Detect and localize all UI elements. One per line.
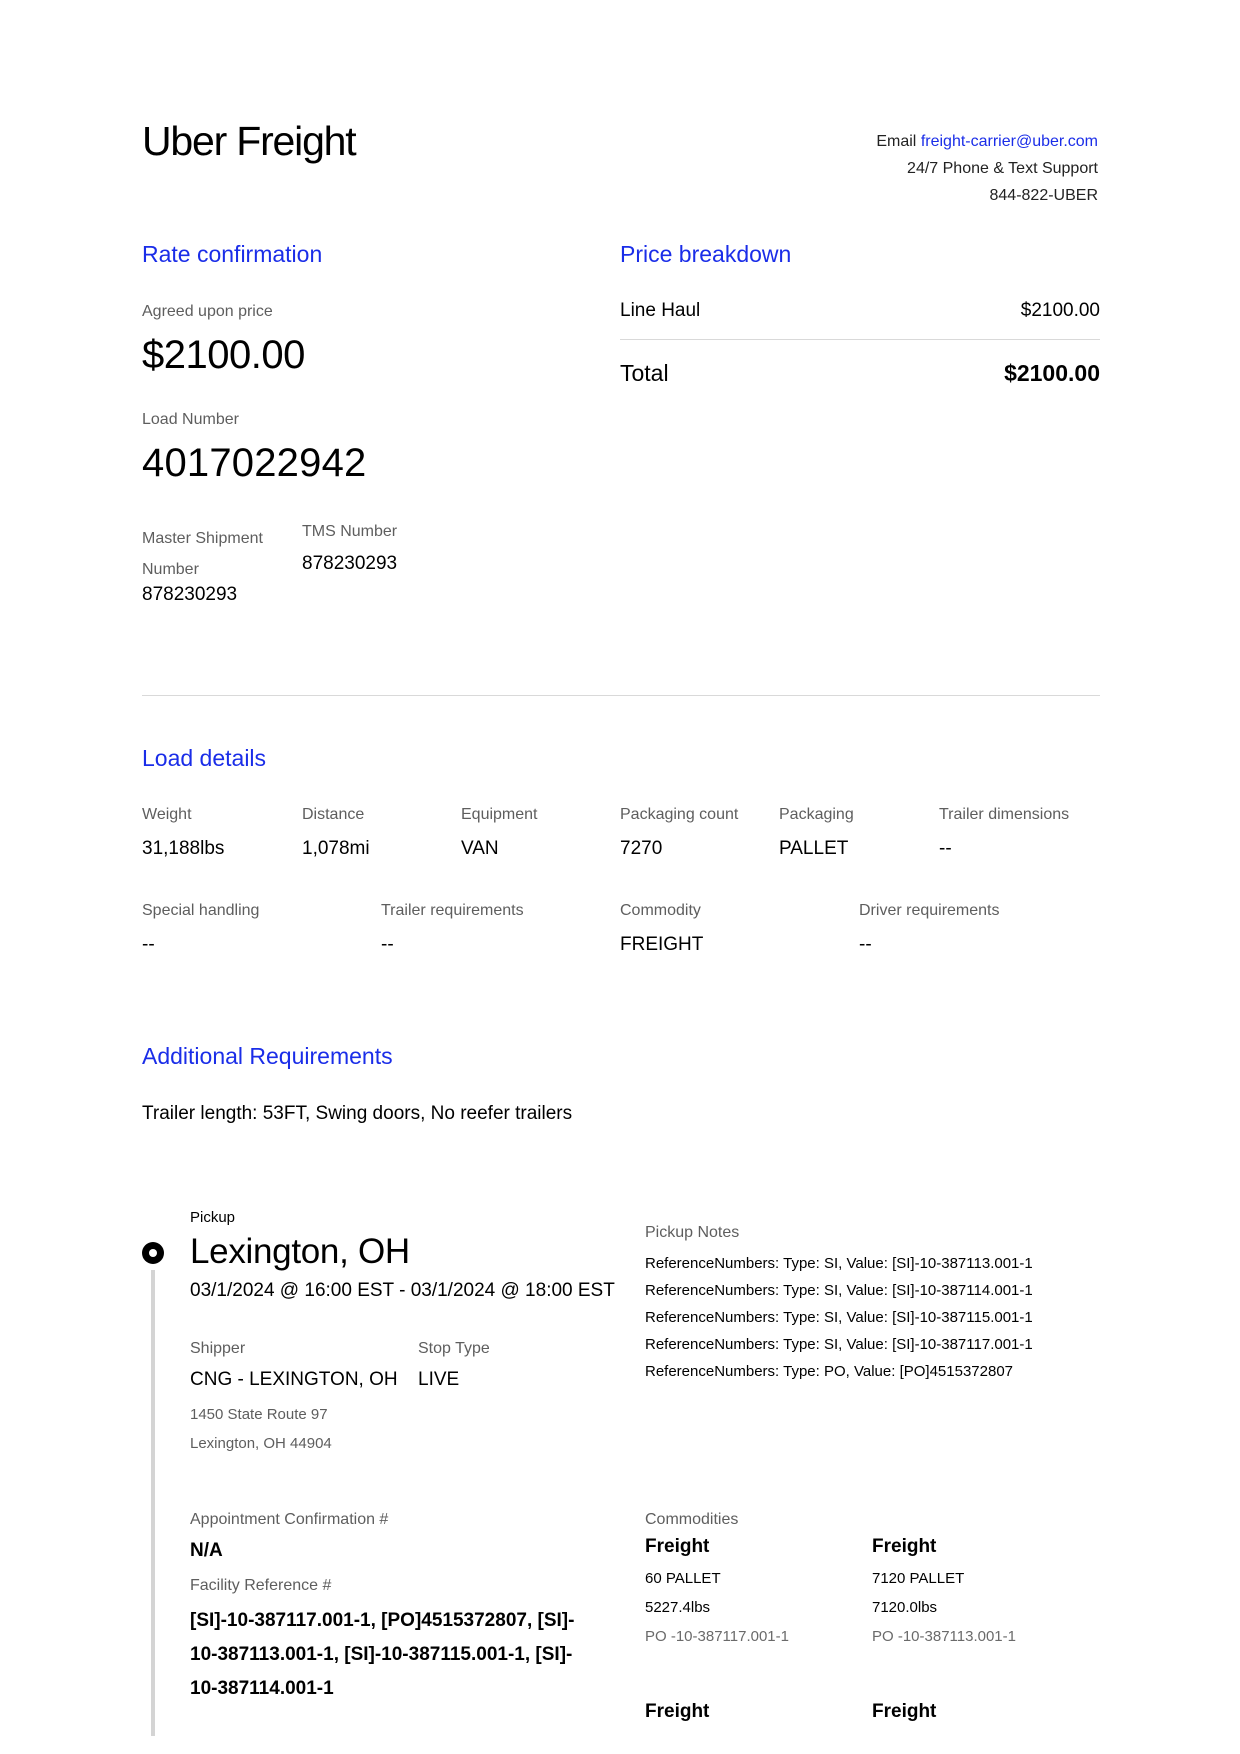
commodity-name: Freight: [645, 1701, 710, 1722]
address-line1: 1450 State Route 97: [190, 1406, 328, 1423]
master-shipment-label-line2: Number: [142, 561, 199, 578]
support-phone: 844-822-UBER: [989, 187, 1098, 204]
detail-label: Packaging: [779, 806, 854, 823]
additional-requirements-title: Additional Requirements: [142, 1043, 393, 1069]
detail-label: Special handling: [142, 902, 260, 919]
email-link[interactable]: freight-carrier@uber.com: [920, 133, 1098, 150]
note-line: ReferenceNumbers: Type: SI, Value: [SI]-10-387117.001-1: [645, 1336, 1033, 1353]
stop-type-label: Stop Type: [418, 1340, 490, 1357]
master-shipment-label: [142, 523, 263, 585]
total-amount: $2100.00: [1004, 360, 1100, 386]
line-haul-label: Line Haul: [620, 300, 701, 321]
note-line: ReferenceNumbers: Type: PO, Value: [PO]4515372807: [645, 1363, 1013, 1380]
detail-label: Commodity: [620, 902, 701, 919]
detail-value: VAN: [461, 838, 499, 859]
commodity-qty: 7120 PALLET: [872, 1570, 965, 1587]
commodity-name: Freight: [872, 1536, 937, 1557]
commodity-qty: 60 PALLET: [645, 1570, 721, 1587]
facility-ref-line: 10-387113.001-1, [SI]-10-387115.001-1, [SI]-: [190, 1644, 573, 1665]
note-line: ReferenceNumbers: Type: SI, Value: [SI]-10-387114.001-1: [645, 1282, 1033, 1299]
commodity-po: PO -10-387113.001-1: [872, 1628, 1016, 1645]
price-breakdown-title: Price breakdown: [620, 241, 792, 267]
detail-label: Trailer requirements: [381, 902, 524, 919]
address-line2: Lexington, OH 44904: [190, 1435, 332, 1452]
email-label: Email: [876, 133, 917, 150]
detail-trailer-dimensions: [939, 806, 1069, 860]
agreed-price-label: Agreed upon price: [142, 303, 273, 320]
commodity-weight: 5227.4lbs: [645, 1599, 711, 1616]
detail-label: Weight: [142, 806, 192, 823]
detail-trailer-requirements: [381, 902, 524, 956]
detail-commodity: [620, 902, 703, 956]
pickup-notes: [645, 1250, 1033, 1385]
detail-equipment: [461, 806, 538, 860]
commodities-label: Commodities: [645, 1511, 739, 1528]
timeline-line: [151, 1270, 155, 1736]
detail-value: --: [142, 934, 155, 955]
facility-ref-line: 10-387114.001-1: [190, 1678, 334, 1699]
pickup-marker-icon: [142, 1242, 164, 1264]
note-line: ReferenceNumbers: Type: SI, Value: [SI]-10-387115.001-1: [645, 1309, 1033, 1326]
uber-freight-logo: Uber Freight: [142, 118, 356, 164]
master-shipment-label-line1: Master Shipment: [142, 530, 263, 547]
rate-confirmation-title: Rate confirmation: [142, 241, 323, 267]
detail-special-handling: [142, 902, 259, 956]
line-haul-row: [620, 300, 1100, 322]
detail-value: --: [859, 934, 872, 955]
stop-type-value: LIVE: [418, 1369, 460, 1390]
detail-value: PALLET: [779, 838, 849, 859]
total-label: Total: [620, 360, 669, 386]
detail-label: Trailer dimensions: [939, 806, 1070, 823]
pickup-window: 03/1/2024 @ 16:00 EST - 03/1/2024 @ 18:00 EST: [190, 1280, 615, 1301]
load-number-label: Load Number: [142, 411, 239, 428]
support-label: 24/7 Phone & Text Support: [907, 160, 1098, 177]
detail-label: Packaging count: [620, 806, 739, 823]
tms-number-label: TMS Number: [302, 523, 398, 540]
facility-ref-label: Facility Reference #: [190, 1577, 332, 1594]
load-details-title: Load details: [142, 745, 267, 771]
detail-value: --: [939, 838, 952, 859]
email-line: [876, 128, 1098, 155]
shipper-label: Shipper: [190, 1340, 246, 1357]
additional-requirements-text: Trailer length: 53FT, Swing doors, No reefer trailers: [142, 1103, 573, 1124]
commodity-card: [872, 1536, 1016, 1651]
shipper-name: CNG - LEXINGTON, OH: [190, 1369, 398, 1390]
commodity-name: Freight: [872, 1701, 937, 1722]
price-divider: [620, 339, 1100, 340]
commodity-weight: 7120.0lbs: [872, 1599, 938, 1616]
line-haul-amount: $2100.00: [1020, 300, 1100, 321]
note-line: ReferenceNumbers: Type: SI, Value: [SI]-10-387113.001-1: [645, 1255, 1033, 1272]
shipper-address: [190, 1400, 332, 1458]
detail-value: FREIGHT: [620, 934, 704, 955]
pickup-city: Lexington, OH: [190, 1232, 410, 1271]
detail-label: Distance: [302, 806, 365, 823]
facility-ref-line: [SI]-10-387117.001-1, [PO]4515372807, [SI]-: [190, 1610, 575, 1631]
detail-value: 31,188lbs: [142, 838, 225, 859]
facility-ref-value: [190, 1604, 620, 1706]
detail-value: 1,078mi: [302, 838, 370, 859]
load-number-value: 4017022942: [142, 441, 367, 485]
detail-distance: [302, 806, 370, 860]
commodity-po: PO -10-387117.001-1: [645, 1628, 789, 1645]
detail-label: Equipment: [461, 806, 538, 823]
agreed-price-value: $2100.00: [142, 333, 305, 377]
detail-driver-requirements: [859, 902, 999, 956]
contact-block: [876, 128, 1098, 209]
section-divider: [142, 695, 1100, 696]
appointment-label: Appointment Confirmation #: [190, 1511, 389, 1528]
total-row: [620, 360, 1100, 387]
detail-value: 7270: [620, 838, 663, 859]
stop-type-heading: Pickup: [190, 1209, 236, 1226]
commodity-card: [645, 1536, 789, 1651]
detail-value: --: [381, 934, 394, 955]
detail-label: Driver requirements: [859, 902, 1000, 919]
detail-packaging-count: [620, 806, 738, 860]
detail-weight: [142, 806, 224, 860]
master-shipment-number: 878230293: [142, 584, 238, 605]
appointment-value: N/A: [190, 1540, 223, 1561]
detail-packaging: [779, 806, 854, 860]
tms-number-value: 878230293: [302, 553, 398, 574]
commodity-name: Freight: [645, 1536, 710, 1557]
pickup-notes-label: Pickup Notes: [645, 1224, 740, 1241]
